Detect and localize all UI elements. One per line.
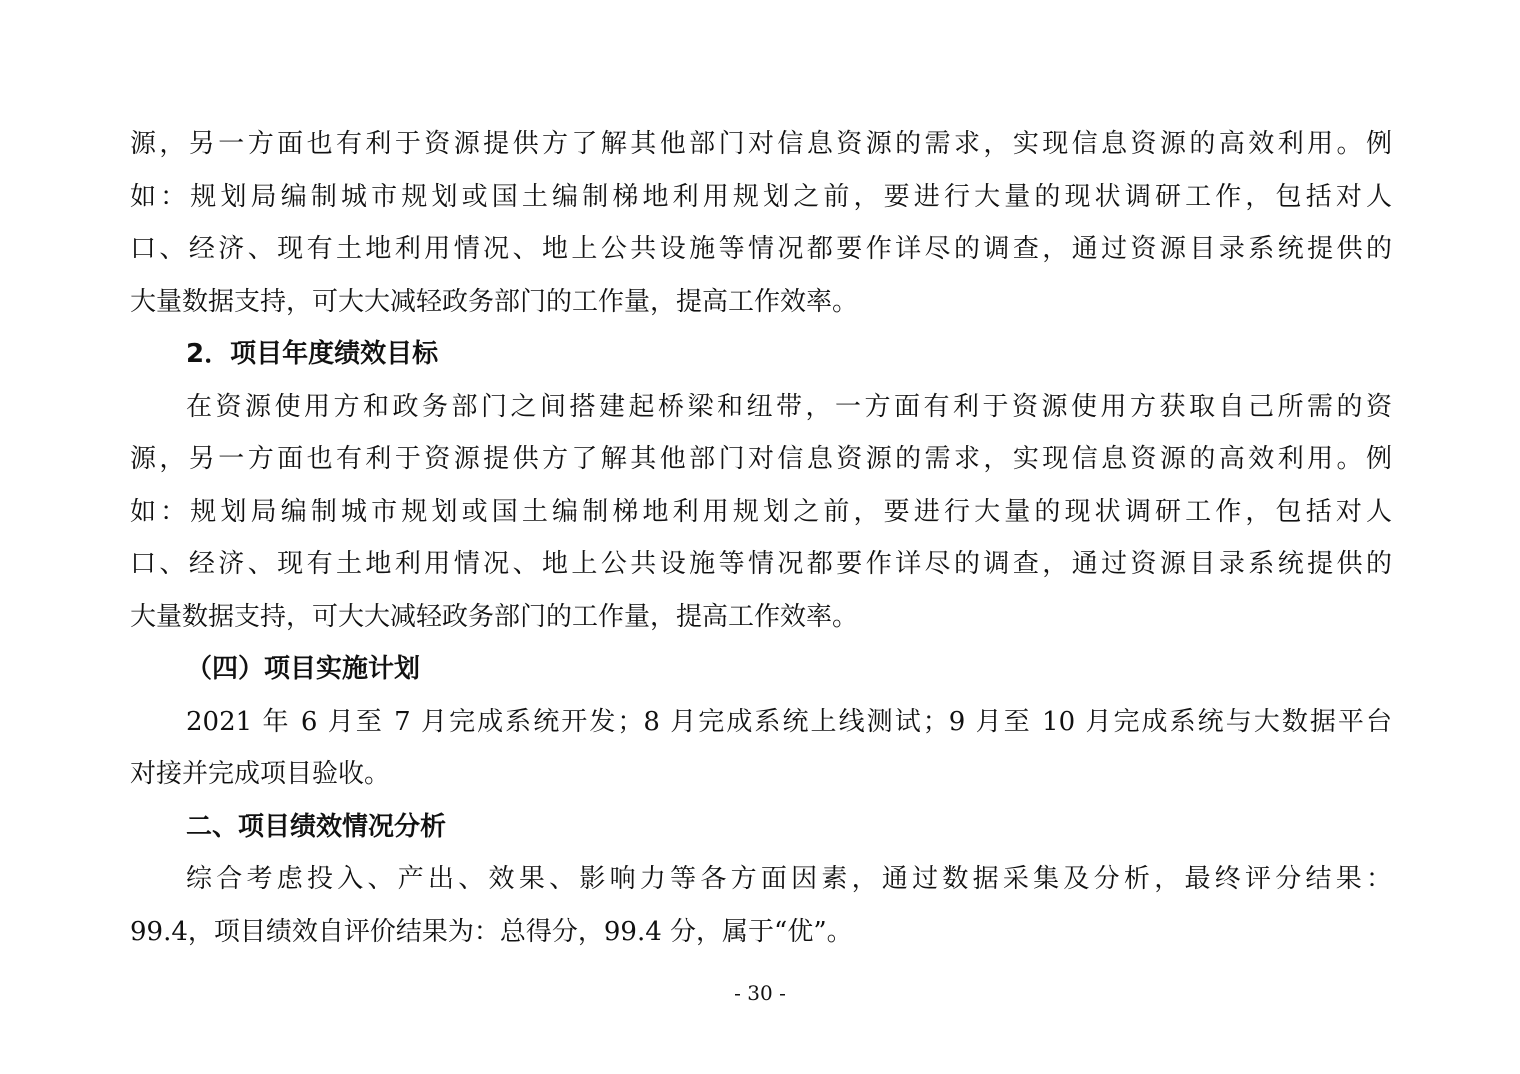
section-heading-performance-goals: 2．项目年度绩效目标 [186, 339, 439, 369]
paragraph-c-line-1: 2021 年 6 月至 7 月完成系统开发；8 月完成系统上线测试；9 月至 10 月完成系统与大数据平台 [186, 707, 1392, 737]
paragraph-b-line-4: 口、经济、现有土地利用情况、地上公共设施等情况都要作详尽的调查，通过资源目录系统提供的 [130, 549, 1392, 579]
paragraph-a-line-1: 源，另一方面也有利于资源提供方了解其他部门对信息资源的需求，实现信息资源的高效利用。例 [130, 129, 1392, 159]
paragraph-b-line-3: 如：规划局编制城市规划或国土编制梯地利用规划之前，要进行大量的现状调研工作，包括对人 [130, 497, 1392, 527]
paragraph-d-line-1: 综合考虑投入、产出、效果、影响力等各方面因素，通过数据采集及分析，最终评分结果： [186, 864, 1392, 894]
paragraph-b-line-1: 在资源使用方和政务部门之间搭建起桥梁和纽带，一方面有利于资源使用方获取自己所需的资 [186, 392, 1392, 422]
paragraph-d-line-2: 99.4，项目绩效自评价结果为：总得分，99.4 分，属于“优”。 [130, 917, 853, 947]
section-heading-performance-analysis: 二、项目绩效情况分析 [186, 812, 447, 842]
paragraph-b-line-5: 大量数据支持，可大大减轻政务部门的工作量，提高工作效率。 [130, 602, 859, 632]
page-number: - 30 - [734, 981, 786, 1005]
paragraph-a-line-4: 大量数据支持，可大大减轻政务部门的工作量，提高工作效率。 [130, 287, 859, 317]
paragraph-c-line-2: 对接并完成项目验收。 [130, 759, 391, 789]
paragraph-a-line-3: 口、经济、现有土地利用情况、地上公共设施等情况都要作详尽的调查，通过资源目录系统提供的 [130, 234, 1392, 264]
paragraph-a-line-2: 如：规划局编制城市规划或国土编制梯地利用规划之前，要进行大量的现状调研工作，包括对人 [130, 182, 1392, 212]
paragraph-b-line-2: 源，另一方面也有利于资源提供方了解其他部门对信息资源的需求，实现信息资源的高效利用。例 [130, 444, 1392, 474]
section-heading-implementation-plan: （四）项目实施计划 [186, 654, 421, 684]
